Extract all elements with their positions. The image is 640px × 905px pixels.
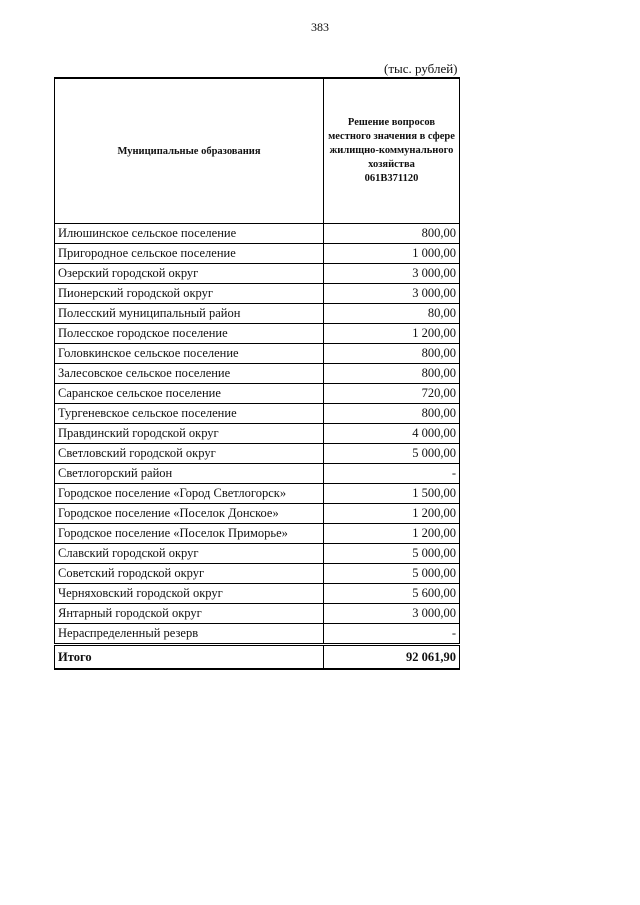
row-municipality-name: Головкинское сельское поселение xyxy=(55,344,324,364)
table-row xyxy=(55,504,460,524)
row-amount: 3 000,00 xyxy=(324,604,460,624)
row-amount: 4 000,00 xyxy=(324,424,460,444)
row-amount: 800,00 xyxy=(324,364,460,384)
table-row xyxy=(55,424,460,444)
row-amount: - xyxy=(324,464,460,484)
row-amount: 5 000,00 xyxy=(324,444,460,464)
units-label: (тыс. рублей) xyxy=(384,61,458,76)
row-amount: 3 000,00 xyxy=(324,284,460,304)
table-row xyxy=(55,544,460,564)
row-municipality-name: Полесский муниципальный район xyxy=(55,304,324,324)
header-housing-utilities-label: Решение вопросов местного значения в сфере жилищно-коммунального хозяйства xyxy=(328,117,455,170)
row-municipality-name: Янтарный городской округ xyxy=(55,604,324,624)
table-row xyxy=(55,264,460,284)
table-body xyxy=(55,224,460,645)
row-municipality-name: Советский городской округ xyxy=(55,564,324,584)
table-row xyxy=(55,624,460,645)
table-row xyxy=(55,484,460,504)
row-amount: 3 000,00 xyxy=(324,264,460,284)
table-row xyxy=(55,604,460,624)
page-number: 383 xyxy=(311,20,329,34)
row-amount: 800,00 xyxy=(324,404,460,424)
table-row xyxy=(55,384,460,404)
row-municipality-name: Славский городской округ xyxy=(55,544,324,564)
row-amount: 800,00 xyxy=(324,344,460,364)
header-budget-code: 061В371120 xyxy=(364,173,419,184)
row-amount: 80,00 xyxy=(324,304,460,324)
table-row xyxy=(55,564,460,584)
table-header-row xyxy=(55,78,460,224)
row-amount: 1 200,00 xyxy=(324,504,460,524)
table-row xyxy=(55,584,460,604)
table-row xyxy=(55,524,460,544)
row-municipality-name: Полесское городское поселение xyxy=(55,324,324,344)
row-amount: 5 000,00 xyxy=(324,564,460,584)
row-amount: 720,00 xyxy=(324,384,460,404)
total-label: Итого xyxy=(55,645,324,670)
row-municipality-name: Светлогорский район xyxy=(55,464,324,484)
header-housing-utilities xyxy=(324,78,460,224)
row-amount: 800,00 xyxy=(324,224,460,244)
row-municipality-name: Городское поселение «Поселок Донское» xyxy=(55,504,324,524)
row-municipality-name: Городское поселение «Город Светлогорск» xyxy=(55,484,324,504)
row-municipality-name: Тургеневское сельское поселение xyxy=(55,404,324,424)
row-municipality-name: Светловский городской округ xyxy=(55,444,324,464)
row-municipality-name: Черняховский городской округ xyxy=(55,584,324,604)
row-municipality-name: Озерский городской округ xyxy=(55,264,324,284)
row-municipality-name: Городское поселение «Поселок Приморье» xyxy=(55,524,324,544)
row-municipality-name: Илюшинское сельское поселение xyxy=(55,224,324,244)
table-row xyxy=(55,464,460,484)
row-amount: 1 500,00 xyxy=(324,484,460,504)
table-row xyxy=(55,444,460,464)
table-row xyxy=(55,304,460,324)
header-municipalities xyxy=(55,78,324,224)
row-amount: 5 600,00 xyxy=(324,584,460,604)
row-amount: 1 000,00 xyxy=(324,244,460,264)
table-row xyxy=(55,284,460,304)
table-row xyxy=(55,244,460,264)
table-row xyxy=(55,324,460,344)
header-municipalities-label: Муниципальные образования xyxy=(117,145,261,157)
total-row xyxy=(55,645,460,670)
table-row xyxy=(55,404,460,424)
table-row xyxy=(55,364,460,384)
row-amount: - xyxy=(324,624,460,645)
total-value: 92 061,90 xyxy=(324,645,460,670)
row-municipality-name: Пионерский городской округ xyxy=(55,284,324,304)
row-amount: 1 200,00 xyxy=(324,524,460,544)
row-municipality-name: Пригородное сельское поселение xyxy=(55,244,324,264)
row-amount: 1 200,00 xyxy=(324,324,460,344)
row-municipality-name: Нераспределенный резерв xyxy=(55,624,324,645)
row-amount: 5 000,00 xyxy=(324,544,460,564)
row-municipality-name: Саранское сельское поселение xyxy=(55,384,324,404)
table-row xyxy=(55,344,460,364)
row-municipality-name: Правдинский городской округ xyxy=(55,424,324,444)
row-municipality-name: Залесовское сельское поселение xyxy=(55,364,324,384)
budget-table xyxy=(54,77,460,670)
table-row xyxy=(55,224,460,244)
